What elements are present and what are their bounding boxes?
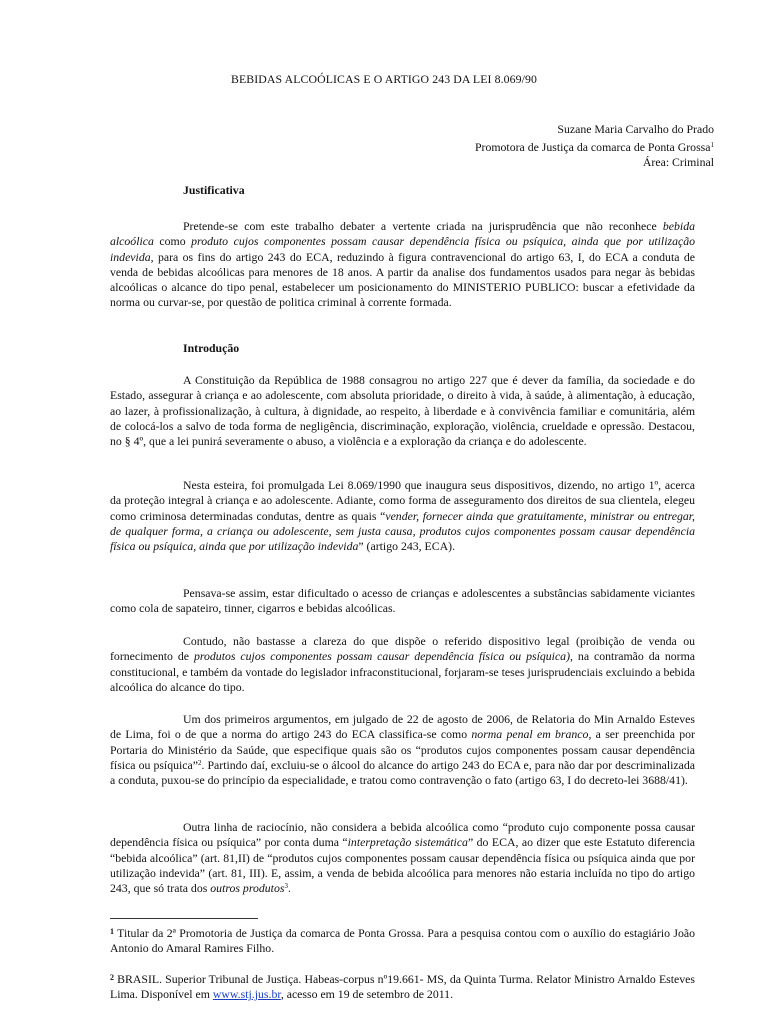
paragraph-intro-4: Contudo, não bastasse a clareza do que dispõe o referido dispositivo legal (proibição de venda ou fornecimento de produtos cujos componentes possam causar dependência física ou psíquica), na contramão da norma constitucional, e também da vontade do legislador infraconstitucional, forjaram-se teses jurisprudenciais excluindo a bebida alcoólica do alcance do tipo.: [110, 634, 695, 694]
footnote-ref-2[interactable]: 2: [198, 758, 202, 767]
stj-link[interactable]: www.stj.jus.br: [212, 987, 281, 1002]
paragraph-intro-5: Um dos primeiros argumentos, em julgado de 22 de agosto de 2006, de Relatoria do Min Arnaldo Esteves de Lima, foi o de que a norma do artigo 243 do ECA classifica-se como norma penal em branco, a ser preenchida por Portaria do Ministério da Saúde, que especifique quais são os “produtos cujos componentes possam causar dependência física ou psíquica”$^2$. Partindo daí, excluiu-se o álcool do alcance do artigo 243 do ECA e, para não dar por descriminalizada a conduta, puxou-se do princípio da especialidade, e tratou como contravenção o fato (artigo 63, I do decreto-lei 3688/41).: [110, 712, 695, 788]
footnote-separator: [110, 918, 258, 919]
author-role: Promotora de Justiça da comarca de Ponta Grossa$^1$: [474, 139, 714, 154]
paragraph-justificativa: Pretende-se com este trabalho debater a vertente criada na jurisprudência que não reconhece bebida alcoólica como produto cujos componentes possam causar dependência física ou psíquica, ainda que por utilização indevida, para os fins do artigo 243 do ECA, reduzindo à figura contravencional do artigo 63, I, do ECA a conduta de venda de bebidas alcoólicas para menores de 18 anos. A partir da analise dos fundamentos usados para negar às bebidas alcoólicas o alcance do tipo penal, estabelecer um posicionamento do MINISTERIO PUBLICO: buscar a efetividade da norma ou curvar-se, por questão de politica criminal à corrente formada.: [110, 219, 696, 310]
author-area: Área: Criminal: [642, 155, 714, 169]
document-title: BEBIDAS ALCOÓLICAS E O ARTIGO 243 DA LEI 8.069/90: [231, 72, 537, 86]
footnote-1: $^1$ Titular da 2ª Promotoria de Justiça da comarca de Ponta Grossa. Para a pesquisa contou com o auxílio do estagiário João Antonio do Amaral Ramires Filho.: [110, 926, 695, 956]
paragraph-intro-3: Pensava-se assim, estar dificultado o acesso de crianças e adolescentes a substâncias sabidamente viciantes como cola de sapateiro, tinner, cigarros e bebidas alcoólicas.: [110, 586, 695, 616]
paragraph-intro-1: A Constituição da República de 1988 consagrou no artigo 227 que é dever da família, da sociedade e do Estado, assegurar à criança e ao adolescente, com absoluta prioridade, o direito à vida, à saúde, à alimentação, à educação, ao lazer, à profissionalização, à cultura, à dignidade, ao respeito, à liberdade e à convivência familiar e comunitária, além de colocá-los a salvo de toda forma de negligência, discriminação, exploração, violência, crueldade e opressão. Destacou, no § 4º, que a lei punirá severamente o abuso, a violência e a exploração da criança e do adolescente.: [110, 373, 695, 449]
footnote-ref-1[interactable]: 1: [710, 140, 714, 149]
footnote-2: $^2$ BRASIL. Superior Tribunal de Justiça. Habeas-corpus nº19.661- MS, da Quinta Turma. Relator Ministro Arnaldo Esteves Lima. Disponível em www.stj.jus.br, acesso em 19 de setembro de 2011.: [110, 972, 695, 1002]
author-name: Suzane Maria Carvalho do Prado: [557, 122, 714, 136]
paragraph-intro-6: Outra linha de raciocínio, não considera a bebida alcoólica como “produto cujo componente possa causar dependência física ou psíquica” por conta duma “interpretação sistemática” do ECA, ao dizer que este Estatuto diferencia “bebida alcoólica” (art. 81,II) de “produtos cujos componentes possam causar dependência física ou psíquica ainda que por utilização indevida” (art. 81, III). E, assim, a venda de bebida alcoólica para menores não estaria incluída no tipo do artigo 243, que só trata dos outros produtos$^3$.: [110, 820, 695, 896]
footnote-ref-3[interactable]: 3: [284, 882, 288, 891]
heading-introducao: Introdução: [183, 341, 240, 355]
author-block: [475, 122, 714, 171]
heading-justificativa: Justificativa: [183, 183, 245, 197]
paragraph-intro-2: Nesta esteira, foi promulgada Lei 8.069/1990 que inaugura seus dispositivos, dizendo, no artigo 1º, acerca da proteção integral à criança e ao adolescente. Adiante, como forma de asseguramento dos direitos de sua clientela, elegeu como criminosa determinadas condutas, dentre as quais “vender, fornecer ainda que gratuitamente, ministrar ou entregar, de qualquer forma, a criança ou adolescente, sem justa causa, produtos cujos componentes possam causar dependência física ou psíquica, ainda que por utilização indevida” (artigo 243, ECA).: [110, 478, 695, 554]
